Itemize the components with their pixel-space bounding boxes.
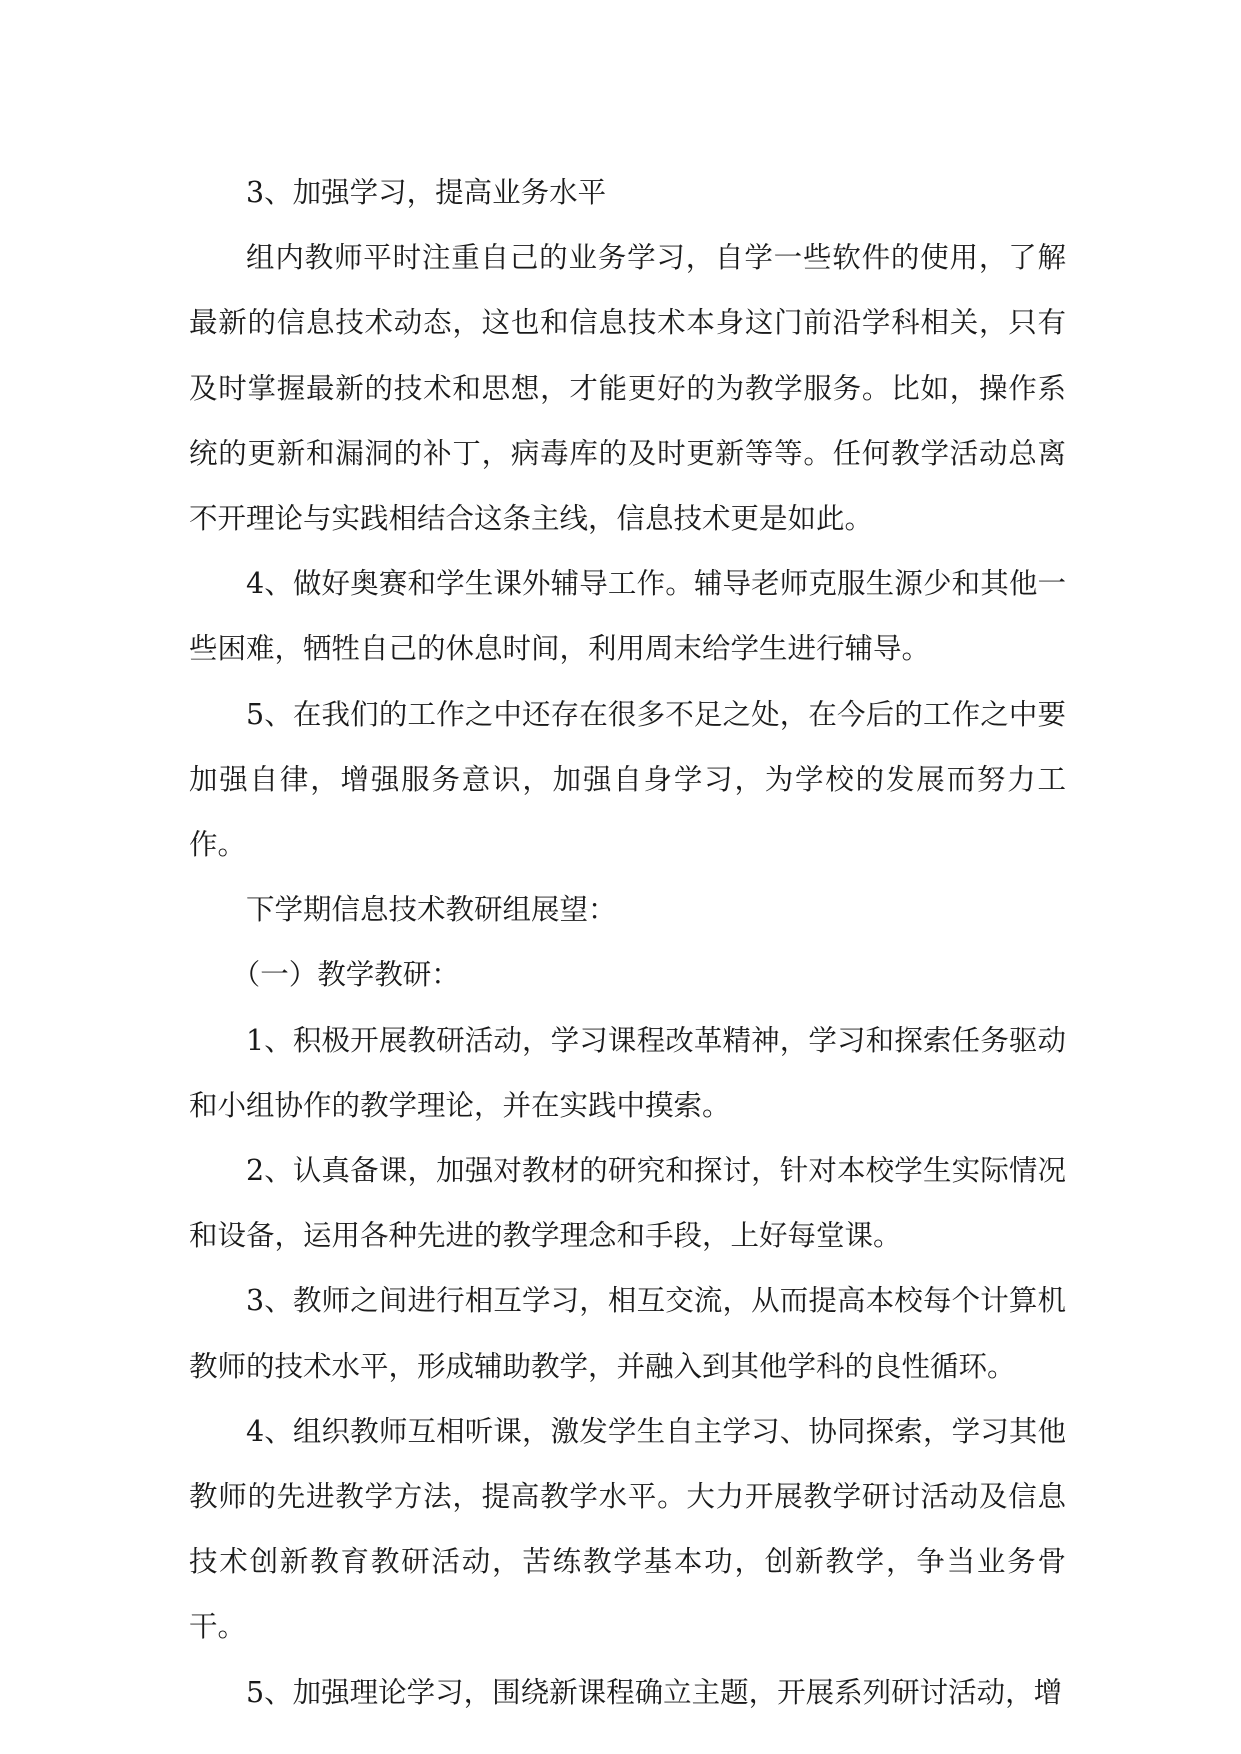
- body-paragraph: 3、教师之间进行相互学习，相互交流，从而提高本校每个计算机教师的技术水平，形成辅助教学，并融入到其他学科的良性循环。: [189, 1284, 1066, 1383]
- document-body: [189, 160, 1066, 1725]
- body-paragraph: 5、在我们的工作之中还存在很多不足之处，在今后的工作之中要加强自律，增强服务意识，加强自身学习，为学校的发展而努力工作。: [189, 697, 1066, 862]
- body-paragraph: 4、做好奥赛和学生课外辅导工作。辅导老师克服生源少和其他一些困难，牺牲自己的休息时间，利用周末给学生进行辅导。: [189, 567, 1066, 666]
- section-heading-3: 3、加强学习，提高业务水平: [246, 176, 607, 209]
- body-paragraph: 1、积极开展教研活动，学习课程改革精神，学习和探索任务驱动和小组协作的教学理论，并在实践中摸索。: [189, 1023, 1066, 1122]
- body-paragraph: 4、组织教师互相听课，激发学生自主学习、协同探索，学习其他教师的先进教学方法，提高教学水平。大力开展教学研讨活动及信息技术创新教育教研活动，苦练教学基本功，创新教学，争当业务骨干。: [189, 1414, 1066, 1644]
- subsection-heading: （一）教学教研：: [231, 958, 460, 992]
- section-heading-outlook: 下学期信息技术教研组展望：: [246, 893, 617, 927]
- body-paragraph: 2、认真备课，加强对教材的研究和探讨，针对本校学生实际情况和设备，运用各种先进的教学理念和手段，上好每堂课。: [189, 1154, 1066, 1253]
- body-paragraph: 组内教师平时注重自己的业务学习，自学一些软件的使用，了解最新的信息技术动态，这也和信息技术本身这门前沿学科相关，只有及时掌握最新的技术和思想，才能更好的为教学服务。比如，操作系统的更新和漏洞的补丁，病毒库的及时更新等等。任何教学活动总离不开理论与实践相结合这条主线，信息技术更是如此。: [189, 241, 1066, 536]
- body-paragraph: 5、加强理论学习，围绕新课程确立主题，开展系列研讨活动，增: [246, 1675, 1063, 1709]
